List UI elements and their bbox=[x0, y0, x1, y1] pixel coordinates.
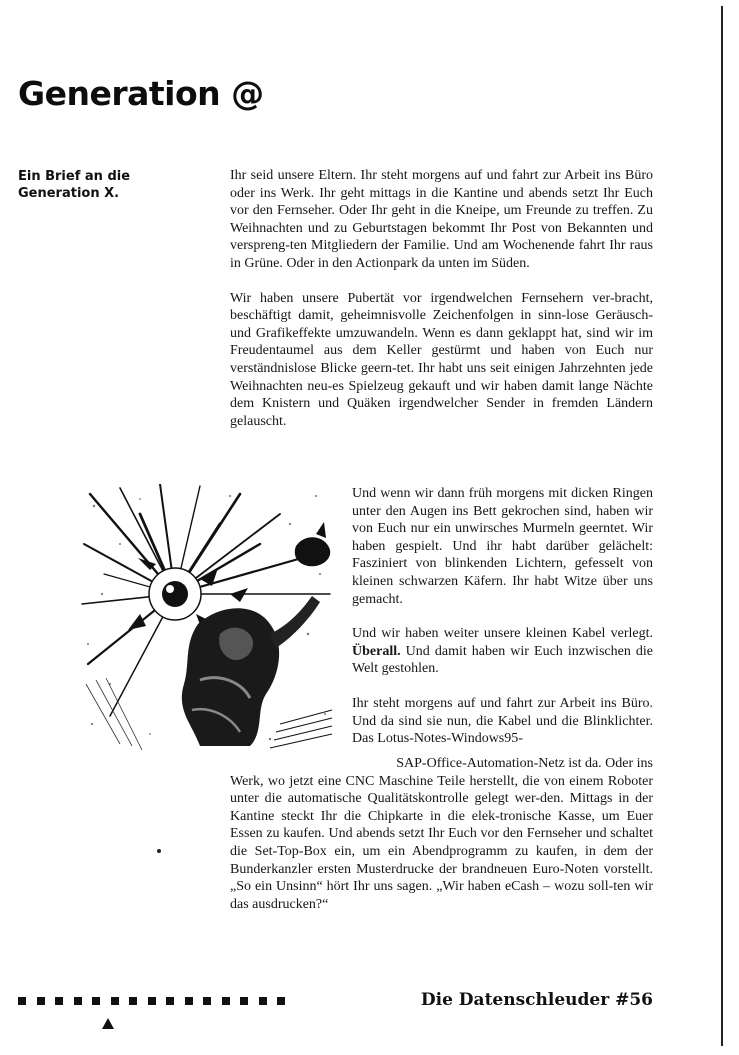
paragraph-4-end: Und damit haben wir Euch inzwischen die Welt gestohlen. bbox=[352, 643, 653, 677]
paragraph-5-continued bbox=[230, 755, 653, 913]
footer-square bbox=[240, 997, 248, 1005]
footer-square bbox=[185, 997, 193, 1005]
footer-square bbox=[259, 997, 267, 1005]
paragraph-5-start: Ihr steht morgens auf und fahrt zur Arbeit ins Büro. Und da sind sie nun, die Kabel und die Blinklichter. Das Lotus-Notes-Windows95- bbox=[352, 695, 653, 747]
triangle-marker-icon bbox=[102, 1018, 114, 1029]
paragraph-2: Wir haben unsere Pubertät vor irgendwelchen Fernsehern ver-bracht, beschäftigt damit, geheimnisvolle Zeichenfolgen in sinn-lose Geräusch- und Grafikeffekte umzuwandeln. Wenn es dann geklappt hat, sind wir im Freudentaumel aus dem Keller gestürmt und haben von Euch nur verständnislose Blicke geern-tet. Ihr habt uns seit einigen Jahrzehnten jede Weihnachten neu-es Spielzeug gekauft und wir haben damit lange Nächte dem Knistern und Quäken irgendwelcher Sender in fremden Ländern gelauscht. bbox=[230, 290, 653, 429]
paragraph-3: Und wenn wir dann früh morgens mit dicken Ringen unter den Augen ins Bett gekrochen sind, haben wir von Euch nur ein unwirsches Murmeln geerntet. Wir haben gespielt. Und ihr habt darüber gelächelt: Fasziniert von blinkenden Lichtern, gefesselt von kleinen schwarzen Käfern. Ihr habt Witze über uns gemacht. bbox=[352, 486, 653, 607]
subtitle-line-2: Generation X. bbox=[18, 186, 120, 201]
paragraph-5-rest: Werk, wo jetzt eine CNC Maschine Teile herstellt, die von einem Roboter unter die automatische Qualitätskontrolle gelegt wer-den. Mittags in der Kantine steckt Ihr die Chipkarte in die elek-tronische Kasse, um Euer Essen zu kaufen. Und abends setzt Ihr Euch vor den Fernseher und schaltet die Set-Top-Box ein, um ein Abendprogramm zu kaufen, in dem der Bunderkanzler ersten Musterdrucke der brandneuen Euro-Noten vorstellt. „So ein Unsinn“ hört Ihr uns sagen. „Wir haben eCash – wozu soll-ten wir das ausdrucken?“ bbox=[230, 773, 653, 912]
magazine-footer-title: Die Datenschleuder #56 bbox=[420, 990, 653, 1010]
illustration-drawing bbox=[80, 484, 336, 756]
paragraph-5-lead-line: SAP-Office-Automation-Netz ist da. Oder ins bbox=[396, 756, 653, 771]
article-subtitle bbox=[18, 168, 198, 202]
article-body-top bbox=[230, 167, 653, 447]
stray-mark bbox=[157, 849, 161, 853]
article-body-bottom bbox=[230, 755, 653, 913]
footer-square bbox=[37, 997, 45, 1005]
article-headline: Generation @ bbox=[18, 74, 264, 113]
article-body-side bbox=[352, 485, 653, 748]
footer-square bbox=[222, 997, 230, 1005]
explosion-illustration bbox=[80, 484, 336, 756]
footer-square bbox=[203, 997, 211, 1005]
footer-square bbox=[129, 997, 137, 1005]
footer-square bbox=[166, 997, 174, 1005]
paragraph-4-start: Und wir haben weiter unsere kleinen Kabel verlegt. bbox=[352, 626, 653, 642]
paragraph-4 bbox=[352, 625, 653, 678]
footer-square bbox=[74, 997, 82, 1005]
footer-square bbox=[18, 997, 26, 1005]
footer-square bbox=[92, 997, 100, 1005]
paragraph-1: Ihr seid unsere Eltern. Ihr steht morgens auf und fahrt zur Arbeit ins Büro oder ins Werk. Ihr geht mittags in die Kantine und abends setzt Ihr Euch vor den Fernseher. Oder Ihr geht in die Kneipe, um Freunde zu treffen. Zu Weihnachten und zu Geburtstagen bekommt Ihr Post von Bekannten und verspreng-ten Mitgliedern der Familie. Und am Wochenende fahrt Ihr raus in Grüne. Oder in den Actionpark da unten im Süden. bbox=[230, 168, 653, 271]
footer-square bbox=[148, 997, 156, 1005]
footer-square bbox=[111, 997, 119, 1005]
footer-square bbox=[277, 997, 285, 1005]
paragraph-4-emphasis: Überall. bbox=[352, 643, 401, 659]
subtitle-line-1: Ein Brief an die bbox=[18, 169, 131, 184]
page-edge-rule bbox=[721, 6, 723, 1046]
footer-square-row bbox=[18, 997, 285, 1005]
footer-square bbox=[55, 997, 63, 1005]
